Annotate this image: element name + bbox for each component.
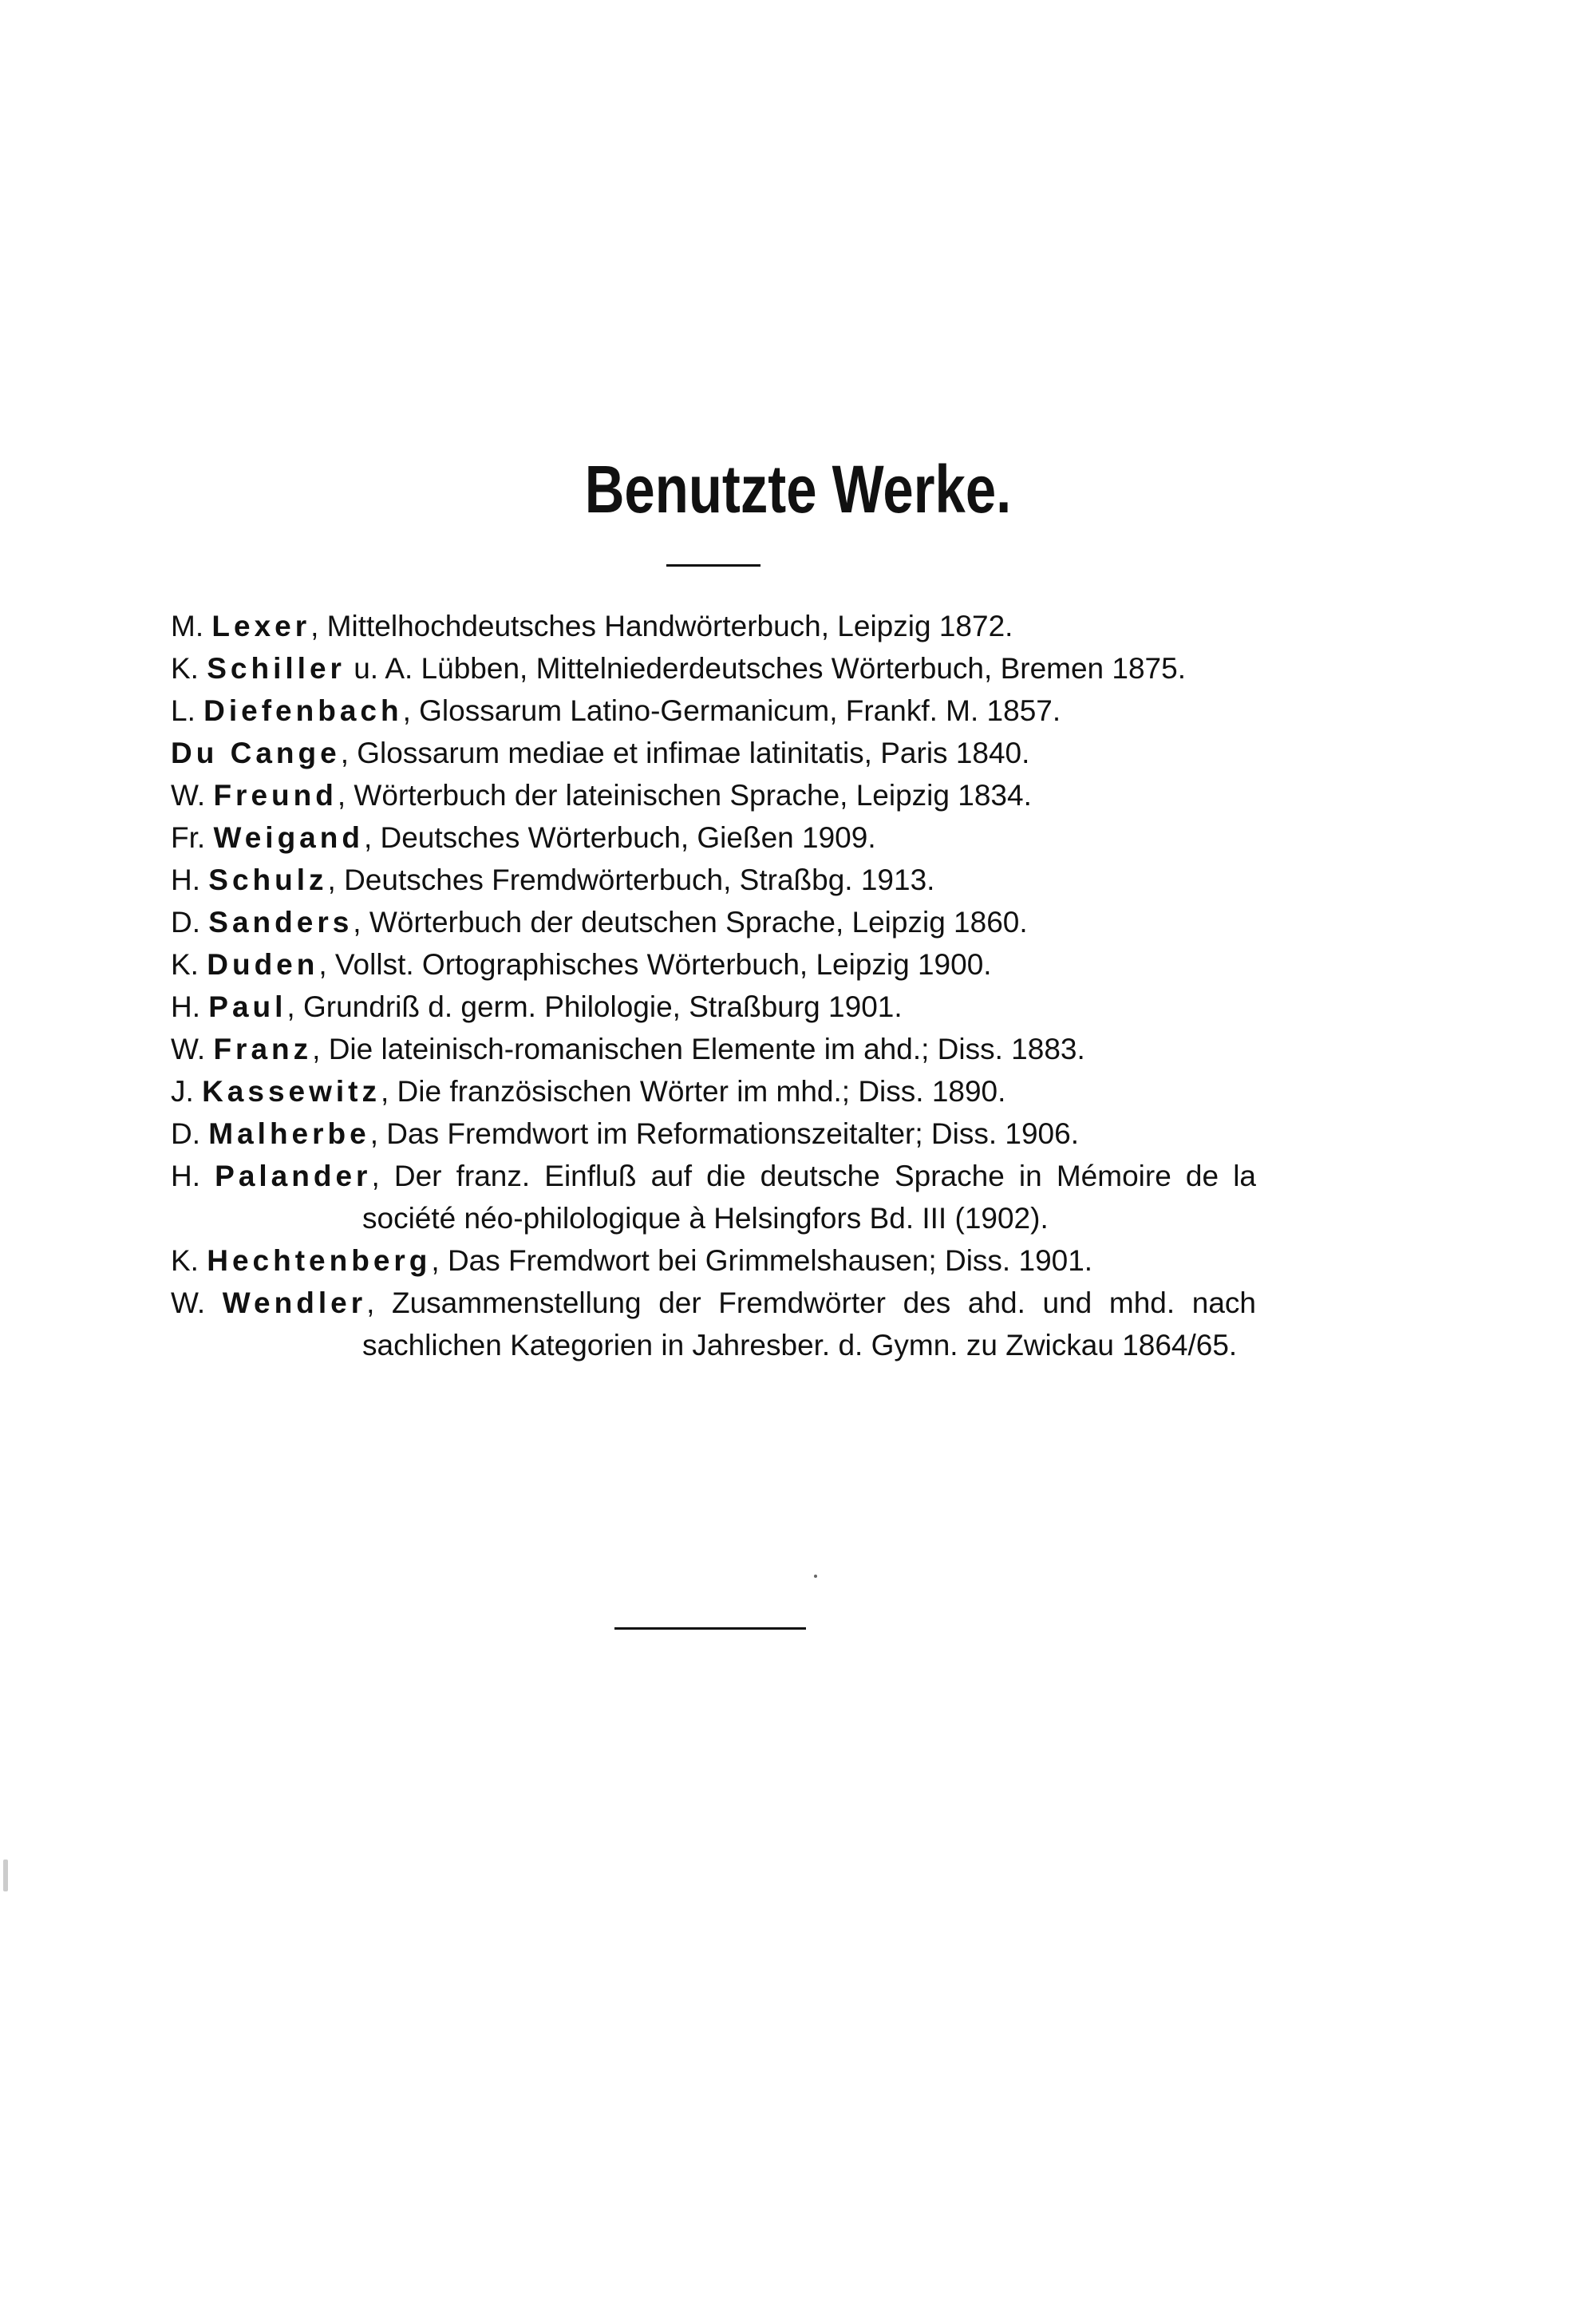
- bibliography-entry: [171, 1113, 1256, 1155]
- bibliography-entry: [171, 605, 1256, 647]
- entry-text: , Zusammenstellung der Fremdwörter des ahd. und mhd. nach sachlichen Kategorien in Jahresber. d. Gymn. zu Zwickau 1864/65.: [362, 1286, 1256, 1362]
- entry-text: , Die lateinisch-romanischen Elemente im ahd.; Diss. 1883.: [312, 1033, 1085, 1065]
- author-name: Diefenbach: [203, 694, 403, 727]
- entry-text: , Deutsches Fremdwörterbuch, Straßbg. 1913.: [327, 864, 935, 896]
- author-name: Wendler: [222, 1286, 367, 1319]
- bibliography-entry: [171, 1155, 1256, 1239]
- author-name: Lexer: [211, 610, 311, 642]
- entry-text: , Mittelhochdeutsches Handwörterbuch, Leipzig 1872.: [310, 610, 1013, 642]
- bibliography-entry: [171, 943, 1256, 986]
- author-name: Franz: [213, 1033, 313, 1065]
- author-initial: W.: [171, 779, 206, 812]
- entry-text: , Wörterbuch der lateinischen Sprache, Leipzig 1834.: [337, 779, 1032, 812]
- author-name: Schiller: [207, 652, 346, 685]
- author-initial: Fr.: [171, 821, 206, 854]
- bibliography-entry: [171, 901, 1256, 943]
- entry-text: , Wörterbuch der deutschen Sprache, Leipzig 1860.: [353, 906, 1028, 939]
- entry-text: , Das Fremdwort bei Grimmelshausen; Diss. 1901.: [431, 1244, 1093, 1277]
- author-name: Sanders: [208, 906, 354, 939]
- author-initial: H.: [171, 864, 200, 896]
- author-initial: D.: [171, 906, 200, 939]
- bibliography-entry: [171, 816, 1256, 859]
- author-initial: K.: [171, 948, 199, 981]
- author-name: Schulz: [208, 864, 328, 896]
- author-name: Duden: [207, 948, 319, 981]
- author-initial: W.: [171, 1286, 206, 1319]
- author-name: Hechtenberg: [207, 1244, 432, 1277]
- bibliography-entry: [171, 1239, 1256, 1282]
- entry-text: , Vollst. Ortographisches Wörterbuch, Leipzig 1900.: [318, 948, 992, 981]
- entry-text: , Glossarum mediae et infimae latinitatis, Paris 1840.: [340, 737, 1030, 769]
- author-initial: L.: [171, 694, 196, 727]
- bibliography-entry: [171, 1070, 1256, 1113]
- scan-edge-mark: [3, 1860, 8, 1891]
- entry-text: , Glossarum Latino-Germanicum, Frankf. M. 1857.: [402, 694, 1061, 727]
- entry-text: , Der franz. Einfluß auf die deutsche Sprache in Mémoire de la société néo-philologique à Helsingfors Bd. III (1902).: [362, 1160, 1257, 1235]
- author-initial: H.: [171, 1160, 200, 1192]
- author-initial: M.: [171, 610, 204, 642]
- bibliography-entry: [171, 732, 1256, 774]
- author-initial: W.: [171, 1033, 206, 1065]
- author-name: Palander: [215, 1160, 372, 1192]
- author-name: Freund: [213, 779, 338, 812]
- author-initial: K.: [171, 1244, 199, 1277]
- author-initial: J.: [171, 1075, 194, 1108]
- bibliography-entry: [171, 774, 1256, 816]
- entry-text: , Die französischen Wörter im mhd.; Diss. 1890.: [380, 1075, 1006, 1108]
- entry-text: , Grundriß d. germ. Philologie, Straßburg 1901.: [286, 990, 903, 1023]
- bibliography-entry: [171, 986, 1256, 1028]
- entry-text: u. A. Lübben, Mittelniederdeutsches Wörterbuch, Bremen 1875.: [345, 652, 1186, 685]
- author-name: Du Cange: [171, 737, 341, 769]
- bibliography-entry: [171, 859, 1256, 901]
- author-name: Kassewitz: [202, 1075, 381, 1108]
- bibliography-entry: [171, 1282, 1256, 1366]
- author-initial: H.: [171, 990, 200, 1023]
- author-name: Malherbe: [208, 1117, 370, 1150]
- end-divider: [614, 1627, 806, 1630]
- page-title: Benutzte Werke.: [584, 452, 1012, 527]
- bibliography-entry: [171, 647, 1256, 690]
- ink-speck: [814, 1575, 817, 1578]
- bibliography-list: [171, 605, 1256, 1366]
- entry-text: , Deutsches Wörterbuch, Gießen 1909.: [363, 821, 876, 854]
- bibliography-entry: [171, 690, 1256, 732]
- bibliography-entry: [171, 1028, 1256, 1070]
- author-name: Weigand: [213, 821, 364, 854]
- author-initial: D.: [171, 1117, 200, 1150]
- entry-text: , Das Fremdwort im Reformationszeitalter; Diss. 1906.: [369, 1117, 1079, 1150]
- author-name: Paul: [208, 990, 287, 1023]
- title-divider: [666, 564, 760, 567]
- author-initial: K.: [171, 652, 199, 685]
